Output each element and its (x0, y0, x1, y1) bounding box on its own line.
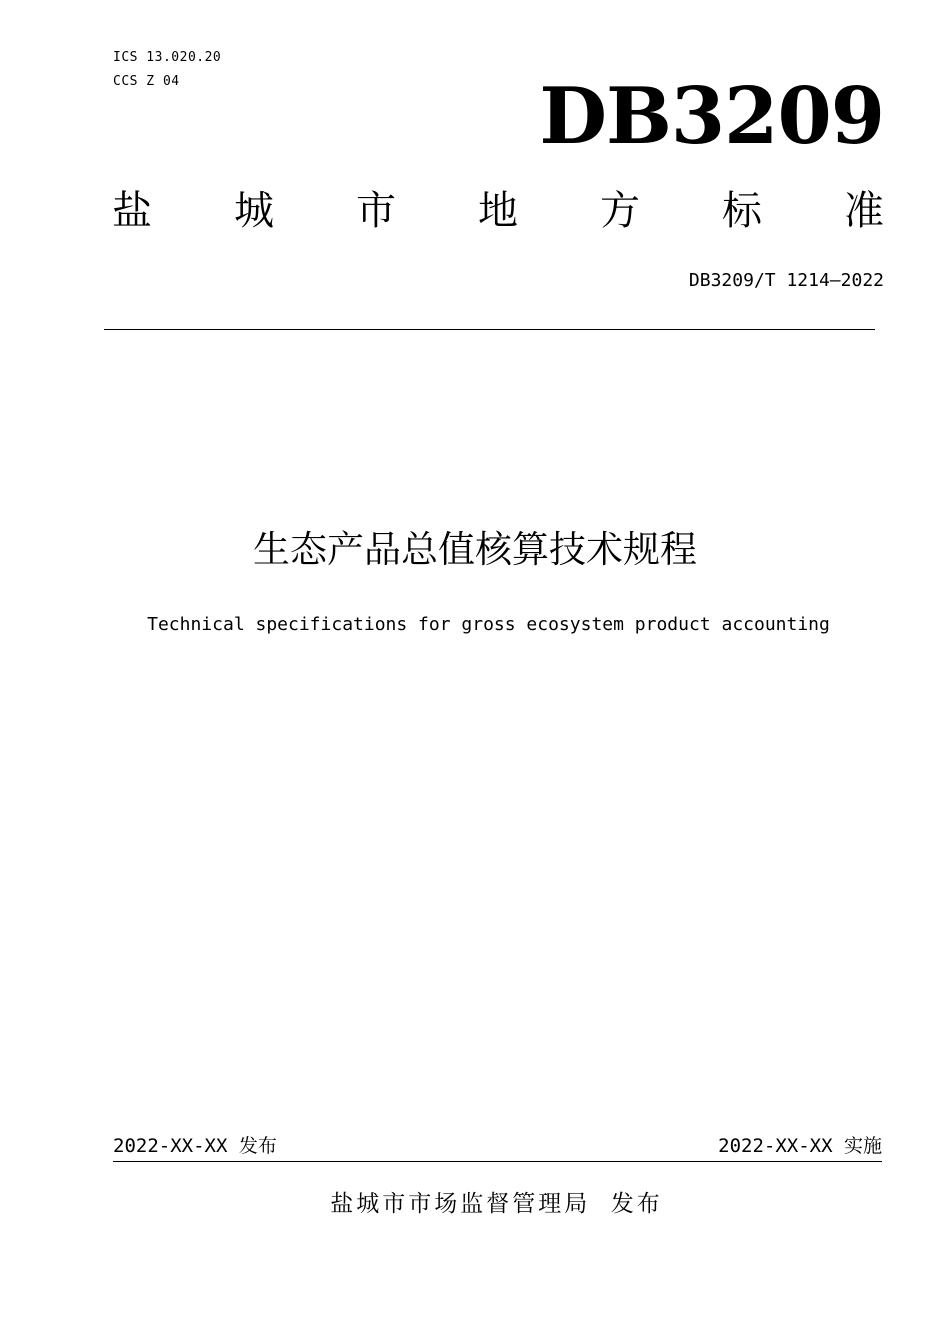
standard-type-char: 方 (600, 188, 640, 234)
document-title-chinese: 生态产品总值核算技术规程 (253, 528, 697, 571)
top-divider (104, 329, 875, 330)
db-code-logo: DB3209 (539, 71, 884, 162)
standard-type-char: 盐 (112, 188, 152, 234)
issue-date: 2022-XX-XX 发布 (113, 1135, 277, 1157)
standard-type-char: 准 (844, 188, 884, 234)
standard-type-heading (112, 188, 884, 234)
standard-number: DB3209/T 1214—2022 (688, 270, 884, 291)
standard-type-char: 城 (234, 188, 274, 234)
standard-type-char: 地 (478, 188, 518, 234)
ics-code: ICS 13.020.20 (113, 50, 222, 65)
standard-type-char: 市 (356, 188, 396, 234)
implementation-date: 2022-XX-XX 实施 (718, 1135, 882, 1157)
publisher: 盐城市市场监督管理局 发布 (330, 1191, 663, 1217)
bottom-divider (113, 1161, 882, 1162)
document-title-english: Technical specifications for gross ecosystem product accounting (147, 614, 830, 635)
ccs-code: CCS Z 04 (113, 74, 180, 89)
standard-type-char: 标 (722, 188, 762, 234)
